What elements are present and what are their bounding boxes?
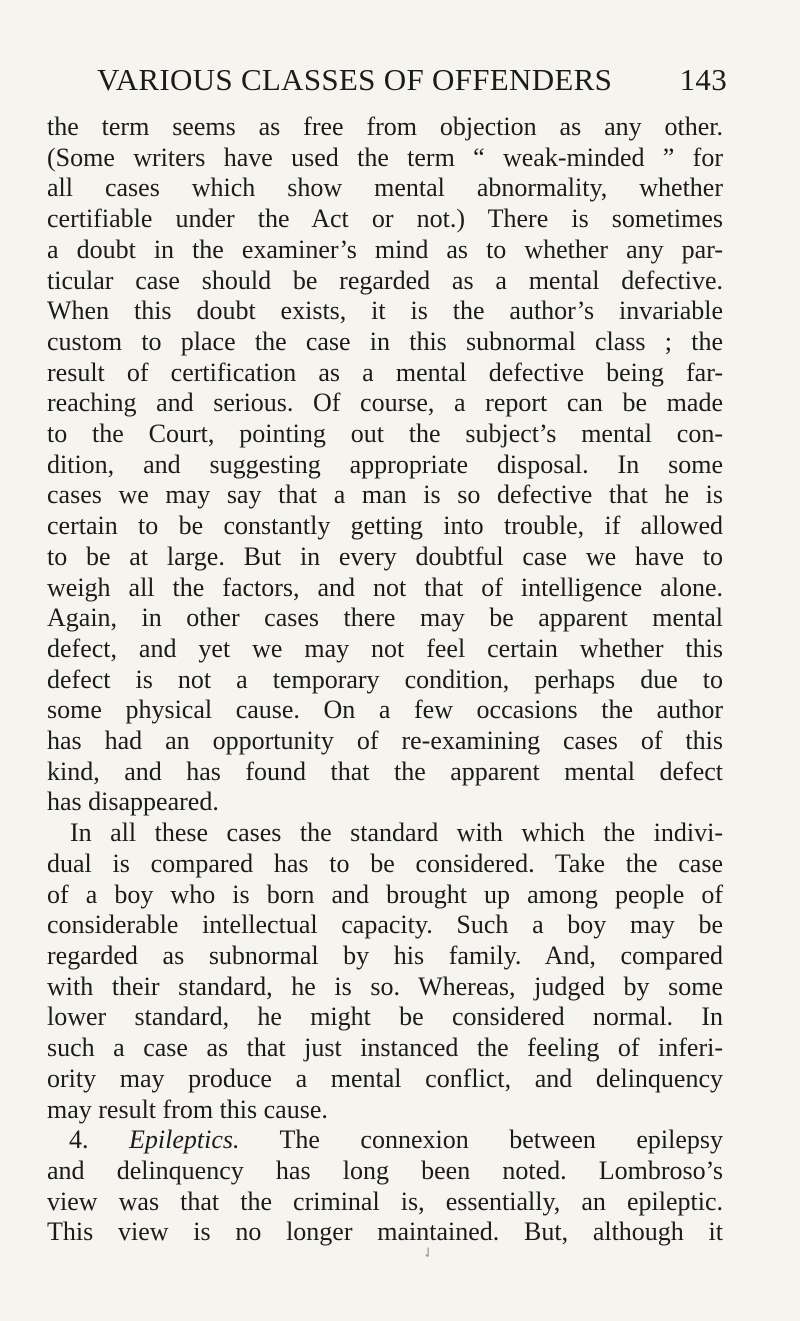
section-first-line-text: The connexion between epilepsy	[279, 1125, 723, 1155]
text-line: regarded as subnormal by his family. And, compared	[47, 940, 723, 970]
text-line: This view is no longer maintained. But, although it	[47, 1217, 723, 1247]
section-start-line	[47, 1125, 723, 1156]
text-line: lower standard, he might be considered normal. In	[47, 1002, 723, 1032]
page-number: 143	[679, 62, 727, 97]
text-line: to be at large. But in every doubtful case we have to	[47, 541, 723, 571]
text-line: to the Court, pointing out the subject’s mental con-	[47, 419, 723, 449]
text-line: certain to be constantly getting into trouble, if allowed	[47, 511, 723, 541]
text-line: of a boy who is born and brought up among people of	[47, 879, 723, 909]
running-head-title: VARIOUS CLASSES OF OFFENDERS	[97, 62, 613, 97]
stray-pencil-mark: ✓	[419, 1243, 438, 1264]
body-text	[47, 112, 723, 1248]
text-line: the term seems as free from objection as any other.	[47, 112, 723, 141]
section-heading: Epileptics.	[129, 1125, 240, 1155]
text-line: defect is not a temporary condition, perhaps due to	[47, 664, 723, 694]
paragraph-start-line: In all these cases the standard with which the indivi-	[70, 818, 723, 848]
text-line: custom to place the case in this subnormal class ; the	[47, 326, 723, 356]
text-line: dual is compared has to be considered. Take the case	[47, 848, 723, 878]
text-line: ority may produce a mental conflict, and delinquency	[47, 1063, 723, 1093]
running-head	[97, 62, 727, 102]
text-line: has had an opportunity of re-examining cases of this	[47, 726, 723, 756]
text-line: Again, in other cases there may be apparent mental	[47, 603, 723, 633]
text-line: weigh all the factors, and not that of intelligence alone.	[47, 572, 723, 602]
text-line: defect, and yet we may not feel certain whether this	[47, 633, 723, 663]
text-line: and delinquency has long been noted. Lombroso’s	[47, 1155, 723, 1185]
text-line: some physical cause. On a few occasions the author	[47, 695, 723, 725]
text-line: certifiable under the Act or not.) There is sometimes	[47, 204, 723, 234]
text-line: such a case as that just instanced the feeling of inferi-	[47, 1033, 723, 1063]
text-line: view was that the criminal is, essentially, an epileptic.	[47, 1186, 723, 1216]
text-line: (Some writers have used the term “ weak-minded ” for	[47, 142, 723, 172]
text-line: kind, and has found that the apparent mental defect	[47, 756, 723, 786]
text-line: ticular case should be regarded as a mental defective.	[47, 265, 723, 295]
text-line: result of certification as a mental defective being far-	[47, 357, 723, 387]
text-line: all cases which show mental abnormality, whether	[47, 173, 723, 203]
text-line: dition, and suggesting appropriate disposal. In some	[47, 449, 723, 479]
text-line: When this doubt exists, it is the author’s invariable	[47, 296, 723, 326]
text-line: with their standard, he is so. Whereas, judged by some	[47, 971, 723, 1001]
text-line: a doubt in the examiner’s mind as to whether any par-	[47, 234, 723, 264]
paragraph-end-line: may result from this cause.	[47, 1094, 328, 1124]
text-line: considerable intellectual capacity. Such a boy may be	[47, 910, 723, 940]
paragraph-end-line: has disappeared.	[47, 787, 219, 817]
section-number: 4.	[69, 1125, 89, 1155]
text-line: reaching and serious. Of course, a report can be made	[47, 388, 723, 418]
text-line: cases we may say that a man is so defective that he is	[47, 480, 723, 510]
